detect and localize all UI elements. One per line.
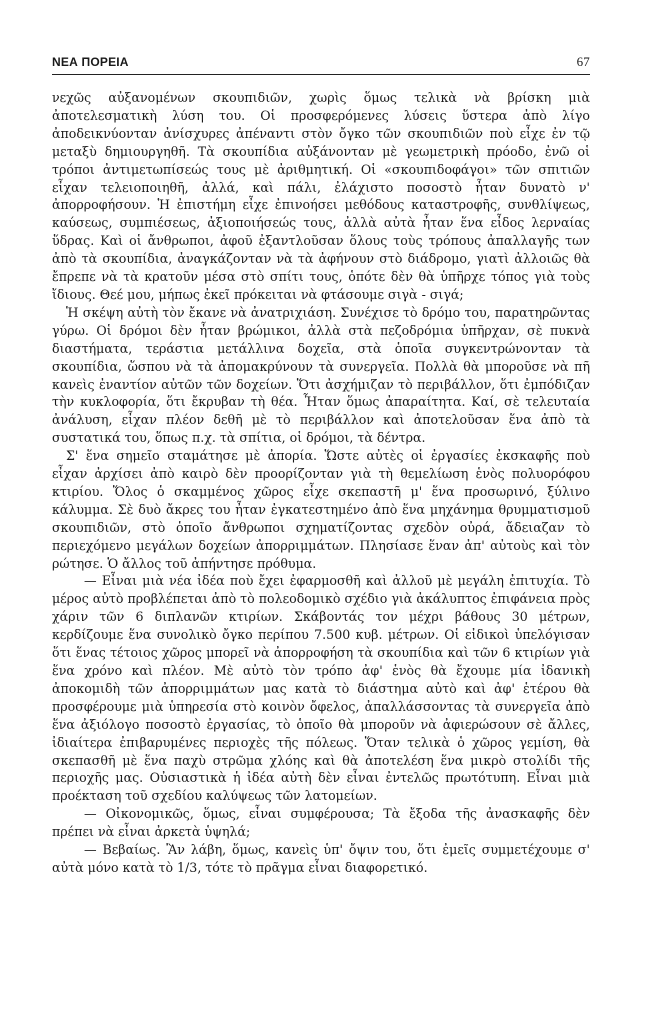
page-number: 67 [576,54,590,69]
dialogue-paragraph: — Εἶναι μιὰ νέα ἰδέα ποὺ ἔχει ἐφαρμοσθῆ καὶ ἀλλοῦ μὲ μεγάλη ἐπιτυχία. Τὸ μέρος αὐτὸ προβλέπεται ἀπὸ τὸ πολεοδομικὸ σχέδιο γιὰ ἀκάλυπτος ἐπιφάνεια πρὸς χάριν τῶν 6 διπλανῶν κτιρίων. Σκάβοντάς τον μέχρι βάθους 30 μέτρων, κερδίζουμε ἕνα συνολικὸ ὄγκο περίπου 7.500 κυβ. μέτρων. Οἱ εἰδικοὶ ὑπελόγισαν ὅτι ἕνας τέτοιος χῶρος μπορεῖ νὰ ἀπορροφήση τὰ σκουπίδια καὶ τῶν 6 κτιρίων γιὰ ἕνα χρόνο καὶ πλέον. Μὲ αὐτὸ τὸν τρόπο ἀφ' ἑνὸς θὰ ἔχουμε μία ἰδανικὴ ἀποκομιδὴ τῶν ἀπορριμμάτων μας κατὰ τὸ διάστημα αὐτὸ καὶ ἀφ' ἑτέρου θὰ προσφέρουμε μιὰ ὑπηρεσία στὸ κοινὸν ὄφελος, ἀπαλλάσσοντας τὰ συνεργεῖα ἀπὸ ἕνα ἀξιόλογο ποσοστὸ ἐργασίας, τὸ ὁποῖο θὰ μποροῦν νὰ ἀφιερώσουν σὲ ἄλλες, ἰδιαίτερα ἐπιβαρυμένες περιοχὲς τῆς πόλεως. Ὅταν τελικὰ ὁ χῶρος γεμίση, θὰ σκεπασθῆ μὲ ἕνα παχὺ στρῶμα χλόης καὶ θὰ ἀποτελέση ἕνα μικρὸ στολίδι τῆς περιοχῆς μας. Οὐσιαστικὰ ἡ ἰδέα αὐτὴ δὲν εἶναι ἐντελῶς πρωτότυπη. Εἶναι μιὰ προέκταση τοῦ σχεδίου καλύψεως τῶν λατομείων. [52,573,590,804]
paragraph: Σ' ἕνα σημεῖο σταμάτησε μὲ ἀπορία. Ὥστε αὐτὲς οἱ ἐργασίες ἐκσκαφῆς ποὺ εἶχαν ἀρχίσει ἀπὸ καιρὸ δὲν προορίζονταν γιὰ τὴ θεμελίωση ἑνὸς πολυορόφου κτιρίου. Ὅλος ὁ σκαμμένος χῶρος εἶχε σκεπαστῆ μ' ἕνα προσωρινό, ξύλινο κάλυμμα. Σὲ δυὸ ἄκρες του ἦταν ἐγκατεστημένο ἀπὸ ἕνα μηχάνημα θρυμματισμοῦ σκουπιδιῶν, στὸ ὁποῖο ἄνθρωποι σχηματίζοντας σχεδὸν οὐρά, ἄδειαζαν τὸ περιεχόμενο μεγάλων δοχείων ἀπορριμμάτων. Πλησίασε ἕναν ἀπ' αὐτοὺς καὶ τὸν ρώτησε. Ὁ ἄλλος τοῦ ἀπήντησε πρόθυμα. [52,448,590,571]
paragraph: νεχῶς αὐξανομένων σκουπιδιῶν, χωρὶς ὅμως τελικὰ νὰ βρίσκη μιὰ ἀποτελεσματικὴ λύση του. Οἱ προσφερόμενες λύσεις ὕστερα ἀπὸ λίγο ἀποδεικνύονταν ἀνίσχυρες ἀπέναντι στὸν ὄγκο τῶν σκουπιδιῶν ποὺ εἶχε ἐν τῷ μεταξὺ δημιουργηθῆ. Τὰ σκουπίδια αὐξάνονταν μὲ γεωμετρικὴ πρόοδο, ἐνῶ οἱ τρόποι ἀντιμετωπίσεώς τους μὲ ἀριθμητική. Οἱ «σκουπιδοφάγοι» τῶν σπιτιῶν εἶχαν τελειοποιηθῆ, ἀλλά, καὶ πάλι, ἐλάχιστο ποσοστὸ ἦταν δυνατὸ ν' ἀπορροφήσουν. Ἡ ἐπιστήμη εἶχε ἐπινοήσει μεθόδους καταστροφῆς, συνθλίψεως, καύσεως, συμπιέσεως, ἀξιοποιήσεώς τους, ἀλλὰ αὐτὰ ἦταν ἕνα εἶδος λερναίας ὕδρας. Καὶ οἱ ἄνθρωποι, ἀφοῦ ἐξαντλοῦσαν ὅλους τοὺς τρόπους ἀπαλλαγῆς των ἀπὸ τὰ σκουπίδια, ἀναγκάζονταν νὰ τὰ ἀφήνουν στὸ διάδρομο, γιατὶ ἀλλοιῶς θὰ ἔπρεπε νὰ τὰ κρατοῦν μέσα στὸ σπίτι τους, ὁπότε δὲν θὰ ὑπῆρχε τόπος γιὰ τοὺς ἴδιους. Θεέ μου, μήπως ἐκεῖ πρόκειται νὰ φτάσουμε σιγὰ - σιγά; [52,90,590,302]
body-text [52,89,590,877]
book-page [52,54,590,877]
running-head [52,54,590,74]
header-rule [52,74,590,75]
paragraph: Ἡ σκέψη αὐτὴ τὸν ἔκανε νὰ ἀνατριχιάση. Συνέχισε τὸ δρόμο του, παρατηρῶντας γύρω. Οἱ δρόμοι δὲν ἦταν βρώμικοι, ἀλλὰ στὰ πεζοδρόμια ὑπῆρχαν, σὲ πυκνὰ διαστήματα, τεράστια μετάλλινα δοχεῖα, στὰ ὁποῖα συγκεντρώνονταν τὰ σκουπίδια, ὥσπου νὰ τὰ ἀπομακρύνουν τὰ συνεργεῖα. Πολλὰ θὰ μποροῦσε νὰ πῆ κανεὶς ἐναντίον αὐτῶν τῶν δοχείων. Ὅτι ἀσχήμιζαν τὸ περιβάλλον, ὅτι ἐμπόδιζαν τὴν κυκλοφορία, ὅτι ἔκρυβαν τὴ θέα. Ἦταν ὅμως ἀπαραίτητα. Καί, σὲ τελευταία ἀνάλυση, εἶχαν πλέον δεθῆ μὲ τὸ περιβάλλον καὶ ἀποτελοῦσαν ἕνα ἀπὸ τὰ συστατικά του, ὅπως π.χ. τὰ σπίτια, οἱ δρόμοι, τὰ δέντρα. [52,304,590,446]
dialogue-paragraph: — Βεβαίως. Ἂν λάβη, ὅμως, κανεὶς ὑπ' ὄψιν του, ὅτι ἐμεῖς συμμετέχουμε σ' αὐτὰ μόνο κατὰ τὸ 1/3, τότε τὸ πρᾶγμα εἶναι διαφορετικό. [52,842,590,875]
running-title: ΝΕΑ ΠΟΡΕΙΑ [52,55,129,69]
dialogue-paragraph: — Οἰκονομικῶς, ὅμως, εἶναι συμφέρουσα; Τὰ ἔξοδα τῆς ἀνασκαφῆς δὲν πρέπει νὰ εἶναι ἀρκετὰ ὑψηλά; [52,806,590,840]
